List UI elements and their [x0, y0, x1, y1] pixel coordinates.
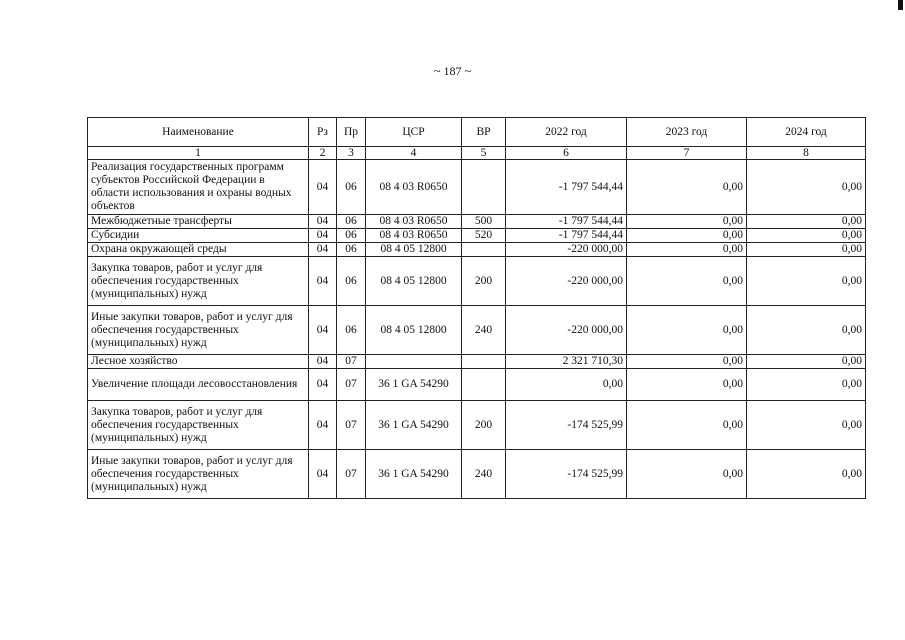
table-row	[88, 355, 866, 369]
header-2023: 2023 год	[627, 118, 747, 147]
header-name: Наименование	[88, 118, 309, 147]
row-rz-cell: 04	[309, 257, 337, 306]
row-2024-cell: 0,00	[747, 306, 866, 355]
row-csr-cell: 36 1 GA 54290	[366, 369, 462, 401]
row-csr-cell: 08 4 05 12800	[366, 257, 462, 306]
row-2022-cell: -1 797 544,44	[506, 160, 627, 215]
row-csr-cell: 08 4 03 R0650	[366, 215, 462, 229]
row-2024-cell: 0,00	[747, 401, 866, 450]
row-2023-cell: 0,00	[627, 355, 747, 369]
row-2023-cell: 0,00	[627, 401, 747, 450]
scan-corner-mark	[898, 0, 903, 10]
row-2024-cell: 0,00	[747, 257, 866, 306]
row-vr-cell: 200	[462, 257, 506, 306]
row-vr-cell	[462, 355, 506, 369]
row-2023-cell: 0,00	[627, 243, 747, 257]
row-2024-cell: 0,00	[747, 215, 866, 229]
row-vr-cell: 200	[462, 401, 506, 450]
row-pr-cell: 06	[337, 215, 366, 229]
row-2023-cell: 0,00	[627, 160, 747, 215]
page-number: ~ 187 ~	[434, 64, 471, 78]
header-rz: Рз	[309, 118, 337, 147]
row-2022-cell: -174 525,99	[506, 450, 627, 499]
row-pr-cell: 06	[337, 229, 366, 243]
row-2023-cell: 0,00	[627, 229, 747, 243]
row-name-cell: Охрана окружающей среды	[88, 243, 309, 257]
row-csr-cell	[366, 355, 462, 369]
row-rz-cell: 04	[309, 243, 337, 257]
row-pr-cell: 06	[337, 257, 366, 306]
table-row	[88, 160, 866, 215]
budget-table	[87, 117, 866, 499]
row-pr-cell: 07	[337, 450, 366, 499]
row-rz-cell: 04	[309, 450, 337, 499]
row-csr-cell: 08 4 03 R0650	[366, 229, 462, 243]
row-pr-cell: 06	[337, 306, 366, 355]
row-name-cell: Межбюджетные трансферты	[88, 215, 309, 229]
row-vr-cell	[462, 369, 506, 401]
header-csr: ЦСР	[366, 118, 462, 147]
table-row	[88, 401, 866, 450]
row-name-cell: Закупка товаров, работ и услуг для обеспечения государственных (муниципальных) нужд	[88, 257, 309, 306]
row-2022-cell: -220 000,00	[506, 243, 627, 257]
row-2022-cell: -1 797 544,44	[506, 215, 627, 229]
table-row	[88, 306, 866, 355]
row-vr-cell: 520	[462, 229, 506, 243]
row-2024-cell: 0,00	[747, 160, 866, 215]
row-csr-cell: 36 1 GA 54290	[366, 450, 462, 499]
row-rz-cell: 04	[309, 369, 337, 401]
row-csr-cell: 08 4 03 R0650	[366, 160, 462, 215]
row-rz-cell: 04	[309, 355, 337, 369]
header-2022: 2022 год	[506, 118, 627, 147]
row-rz-cell: 04	[309, 215, 337, 229]
row-2022-cell: 2 321 710,30	[506, 355, 627, 369]
table-row	[88, 369, 866, 401]
index-cell: 4	[366, 147, 462, 160]
index-cell: 5	[462, 147, 506, 160]
row-2022-cell: -1 797 544,44	[506, 229, 627, 243]
row-vr-cell: 240	[462, 306, 506, 355]
column-index-row	[88, 147, 866, 160]
row-2023-cell: 0,00	[627, 257, 747, 306]
row-name-cell: Иные закупки товаров, работ и услуг для обеспечения государственных (муниципальных) нужд	[88, 450, 309, 499]
row-csr-cell: 36 1 GA 54290	[366, 401, 462, 450]
row-2022-cell: -220 000,00	[506, 306, 627, 355]
header-2024: 2024 год	[747, 118, 866, 147]
index-cell: 8	[747, 147, 866, 160]
row-csr-cell: 08 4 05 12800	[366, 243, 462, 257]
row-2023-cell: 0,00	[627, 306, 747, 355]
table-row	[88, 257, 866, 306]
header-row	[88, 118, 866, 147]
index-cell: 6	[506, 147, 627, 160]
row-pr-cell: 06	[337, 243, 366, 257]
row-name-cell: Иные закупки товаров, работ и услуг для обеспечения государственных (муниципальных) нужд	[88, 306, 309, 355]
row-2024-cell: 0,00	[747, 369, 866, 401]
row-rz-cell: 04	[309, 306, 337, 355]
row-pr-cell: 07	[337, 401, 366, 450]
table-row	[88, 450, 866, 499]
row-2022-cell: -174 525,99	[506, 401, 627, 450]
row-2022-cell: -220 000,00	[506, 257, 627, 306]
row-rz-cell: 04	[309, 229, 337, 243]
row-name-cell: Лесное хозяйство	[88, 355, 309, 369]
row-2024-cell: 0,00	[747, 355, 866, 369]
row-vr-cell	[462, 160, 506, 215]
row-2022-cell: 0,00	[506, 369, 627, 401]
row-name-cell: Реализация государственных программ субъектов Российской Федерации в области использования и охраны водных объектов	[88, 160, 309, 215]
row-2024-cell: 0,00	[747, 229, 866, 243]
index-cell: 1	[88, 147, 309, 160]
row-2024-cell: 0,00	[747, 450, 866, 499]
row-rz-cell: 04	[309, 401, 337, 450]
row-vr-cell: 500	[462, 215, 506, 229]
row-2023-cell: 0,00	[627, 369, 747, 401]
index-cell: 3	[337, 147, 366, 160]
row-rz-cell: 04	[309, 160, 337, 215]
row-name-cell: Субсидии	[88, 229, 309, 243]
header-pr: Пр	[337, 118, 366, 147]
table-row	[88, 243, 866, 257]
row-2024-cell: 0,00	[747, 243, 866, 257]
row-2023-cell: 0,00	[627, 215, 747, 229]
index-cell: 2	[309, 147, 337, 160]
row-pr-cell: 07	[337, 355, 366, 369]
row-name-cell: Закупка товаров, работ и услуг для обеспечения государственных (муниципальных) нужд	[88, 401, 309, 450]
index-cell: 7	[627, 147, 747, 160]
row-vr-cell	[462, 243, 506, 257]
table-row	[88, 229, 866, 243]
row-pr-cell: 06	[337, 160, 366, 215]
table-row	[88, 215, 866, 229]
header-vr: ВР	[462, 118, 506, 147]
row-2023-cell: 0,00	[627, 450, 747, 499]
row-name-cell: Увеличение площади лесовосстановления	[88, 369, 309, 401]
row-csr-cell: 08 4 05 12800	[366, 306, 462, 355]
row-vr-cell: 240	[462, 450, 506, 499]
row-pr-cell: 07	[337, 369, 366, 401]
